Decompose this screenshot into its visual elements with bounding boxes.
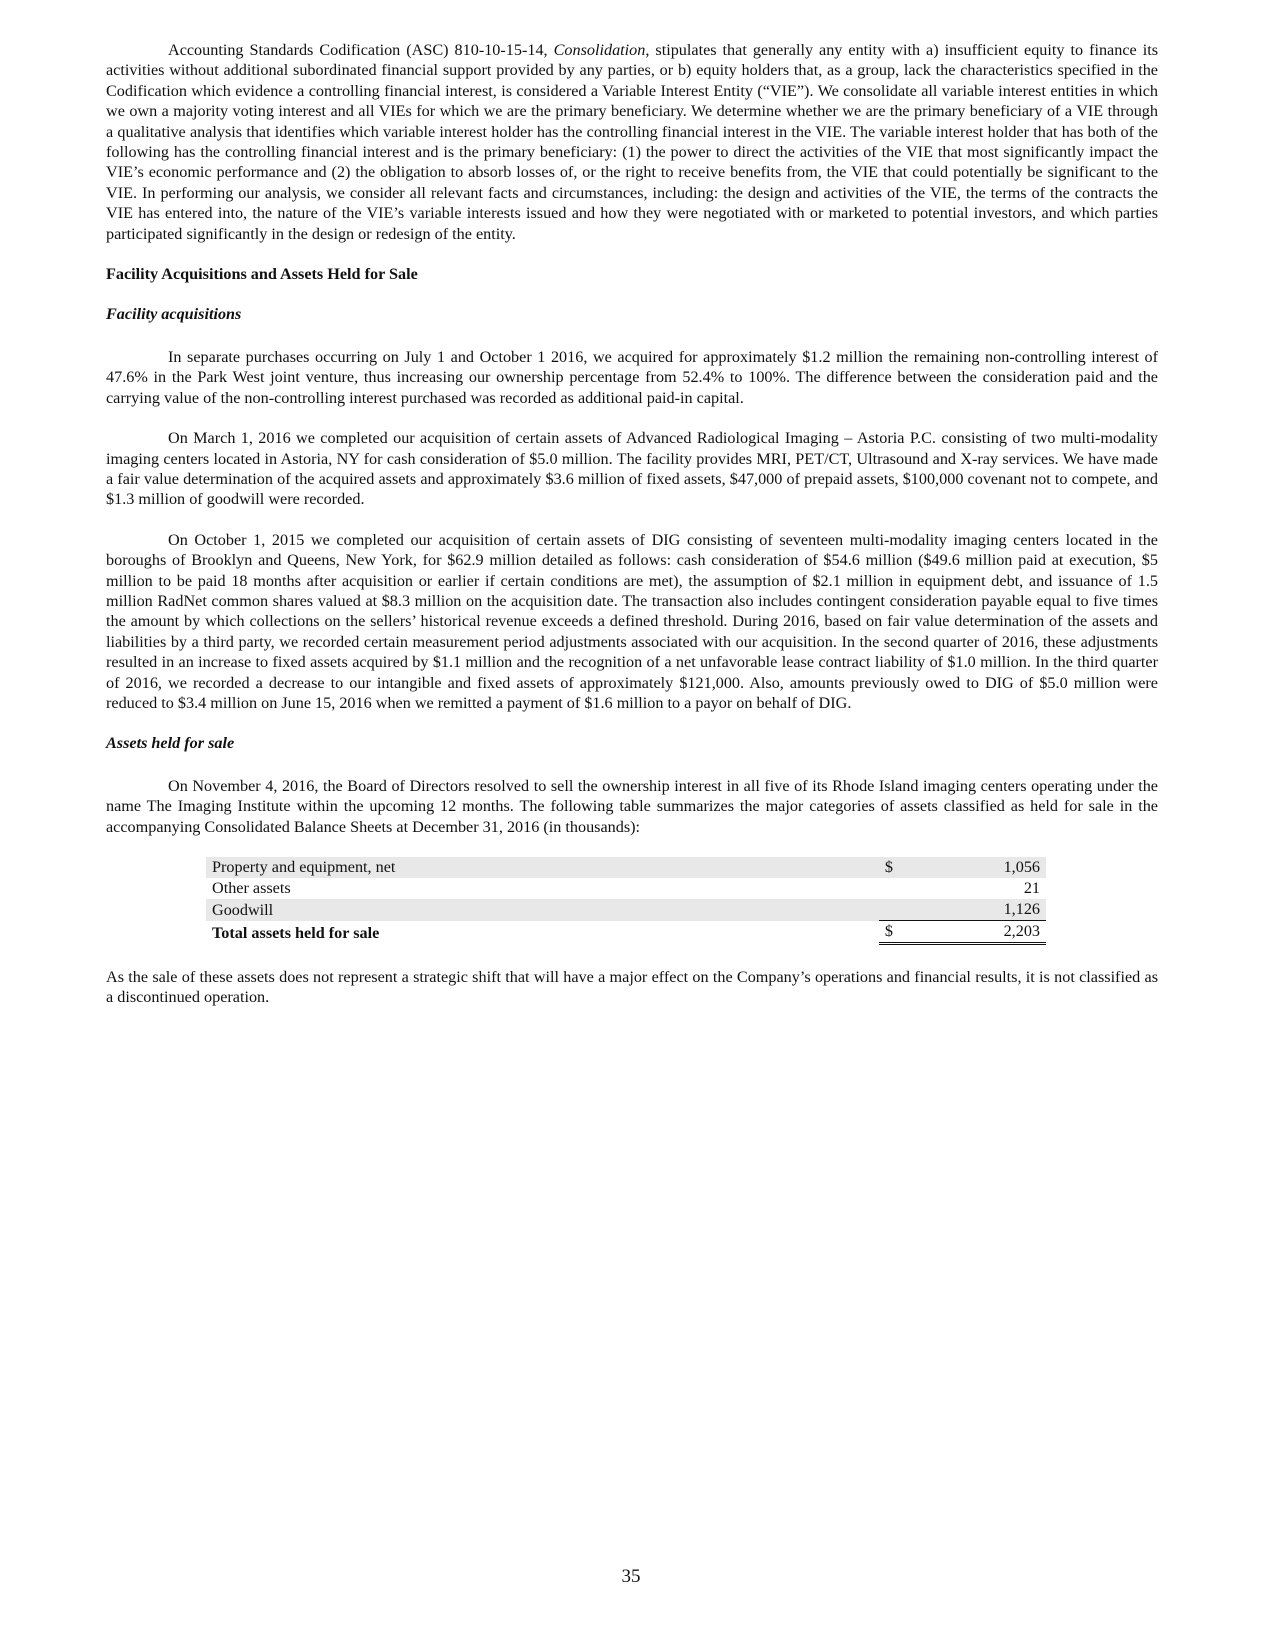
total-amount: 2,203 (920, 921, 1046, 944)
intro-text-post: , stipulates that generally any entity with a) insufficient equity to finance its activities without additional subordinated financial support provided by any parties, or b) equity holders that, as a group, lack the characteristics specified in the Codification which evidence a controlling financial interest, is considered a Variable Interest Entity (“VIE”). We consolidate all variable interest entities in which we own a majority voting interest and all VIEs for which we are the primary beneficiary. We determine whether we are the primary beneficiary of a VIE through a qualitative analysis that identifies which variable interest holder has the controlling financial interest in the VIE. The variable interest holder that has both of the following has the controlling financial interest and is the primary beneficiary: (1) the power to direct the activities of the VIE that most significantly impact the VIE’s economic performance and (2) the obligation to absorb losses of, or the right to receive benefits from, the VIE that could potentially be significant to the VIE. In performing our analysis, we consider all relevant facts and circumstances, including: the design and activities of the VIE, the terms of the contracts the VIE has entered into, the nature of the VIE’s variable interests issued and how they were negotiated with or marketed to potential investors, and which parties participated significantly in the design or redesign of the entity. (106, 41, 1158, 243)
row-label: Property and equipment, net (206, 857, 879, 878)
table-total-row (206, 921, 1046, 944)
assets-held-for-sale-table (206, 857, 1046, 945)
total-label: Total assets held for sale (212, 923, 380, 942)
table-row (206, 899, 1046, 921)
intro-text-italic: Consolidation (553, 41, 646, 59)
table-row (206, 878, 1046, 899)
intro-text-pre: Accounting Standards Codification (ASC) 810-10-15-14, (168, 41, 554, 59)
closing-paragraph: As the sale of these assets does not represent a strategic shift that will have a major effect on the Company’s operations and financial results, it is not classified as a discontinued operation. (106, 968, 1158, 1007)
page-number: 35 (621, 1566, 641, 1587)
acquisitions-paragraph: On October 1, 2015 we completed our acquisition of certain assets of DIG consisting of seventeen multi-modality imaging centers located in the boroughs of Brooklyn and Queens, New York, for $62.9 million detailed as follows: cash consideration of $54.6 million ($49.6 million paid at execution, $5 million to be paid 18 months after acquisition or earlier if certain conditions are met), the assumption of $2.1 million in equipment debt, and issuance of 1.5 million RadNet common shares valued at $8.3 million on the acquisition date. The transaction also includes contingent consideration payable equal to five times the amount by which collections on the sellers’ historical revenue exceeds a defined threshold. During 2016, based on fair value determination of the assets and liabilities by a third party, we recorded certain measurement period adjustments associated with our acquisition. In the second quarter of 2016, these adjustments resulted in an increase to fixed assets acquired by $1.1 million and the recognition of a net unfavorable lease contract liability of $1.0 million. In the third quarter of 2016, we recorded a decrease to our intangible and fixed assets of approximately $121,000. Also, amounts previously owed to DIG of $5.0 million were reduced to $3.4 million on June 15, 2016 when we remitted a payment of $1.6 million to a payor on behalf of DIG. (106, 530, 1158, 712)
document-page (106, 40, 1158, 1008)
intro-paragraph (106, 40, 1158, 244)
held-for-sale-paragraph: On November 4, 2016, the Board of Directors resolved to sell the ownership interest in all five of its Rhode Island imaging centers operating under the name The Imaging Institute within the upcoming 12 months. The following table summarizes the major categories of assets classified as held for sale in the accompanying Consolidated Balance Sheets at December 31, 2016 (in thousands): (106, 776, 1158, 836)
acquisitions-paragraph: On March 1, 2016 we completed our acquisition of certain assets of Advanced Radiological Imaging – Astoria P.C. consisting of two multi-modality imaging centers located in Astoria, NY for cash consideration of $5.0 million. The facility provides MRI, PET/CT, Ultrasound and X-ray services. We have made a fair value determination of the acquired assets and approximately $3.6 million of fixed assets, $47,000 of prepaid assets, $100,000 covenant not to compete, and $1.3 million of goodwill were recorded. (106, 429, 1158, 509)
currency-symbol: $ (879, 921, 920, 944)
row-amount: 21 (1023, 879, 1040, 897)
currency-symbol (879, 878, 920, 899)
currency-symbol: $ (879, 857, 920, 878)
currency-symbol (879, 899, 920, 921)
held-for-sale-heading: Assets held for sale (106, 734, 235, 753)
row-amount: 1,126 (920, 899, 1046, 921)
table-row (206, 857, 1046, 878)
row-label: Other assets (212, 879, 291, 897)
row-label: Goodwill (206, 899, 879, 921)
section-heading: Facility Acquisitions and Assets Held for Sale (106, 265, 418, 284)
row-amount: 1,056 (920, 857, 1046, 878)
acquisitions-heading: Facility acquisitions (106, 305, 242, 324)
acquisitions-paragraph: In separate purchases occurring on July 1 and October 1 2016, we acquired for approximately $1.2 million the remaining non-controlling interest of 47.6% in the Park West joint venture, thus increasing our ownership percentage from 52.4% to 100%. The difference between the consideration paid and the carrying value of the non-controlling interest purchased was recorded as additional paid-in capital. (106, 347, 1158, 407)
